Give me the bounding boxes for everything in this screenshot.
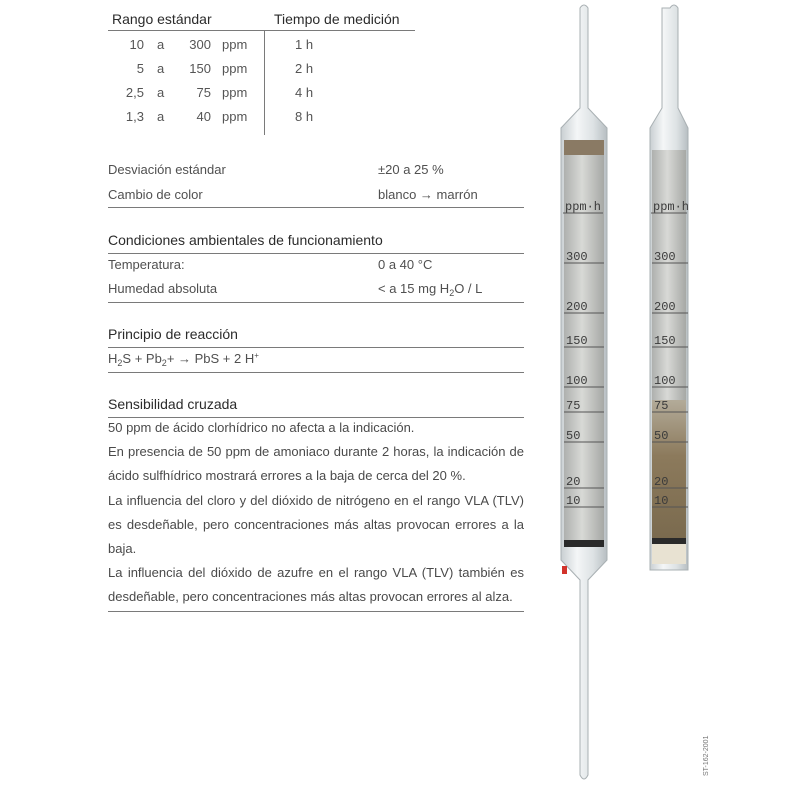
- tube-right-scale-label: 100: [654, 374, 676, 388]
- range-to: 40: [196, 109, 211, 124]
- range-from: 2,5: [125, 85, 144, 100]
- tube-left: [561, 5, 607, 779]
- specs-rule: [108, 207, 524, 208]
- tube-left-scale-label: 20: [566, 475, 581, 489]
- range-time: 2 h: [295, 61, 314, 76]
- tube-left-scale-label: 100: [566, 374, 588, 388]
- range-from: 10: [129, 37, 144, 52]
- range-from: 1,3: [125, 109, 144, 124]
- tube-right-scale-label: 200: [654, 300, 676, 314]
- conditions-rule: [108, 302, 524, 303]
- reaction-equation: $H_2S + Pb_2+$ → PbS + 2 H+: [108, 351, 259, 368]
- range-sep: a: [157, 85, 165, 100]
- conditions-title-rule: [108, 253, 524, 254]
- image-code: [697, 726, 713, 776]
- temperature-label: Temperatura:: [108, 257, 185, 272]
- humidity-value: < a 15 mg $H_2O$ / L: [378, 281, 483, 298]
- cross-rule: [108, 611, 524, 612]
- tube-left-scale-label: 300: [566, 250, 588, 264]
- tube-left-scale-label: 10: [566, 494, 581, 508]
- spec-label-deviation: Desviación estándar: [108, 162, 226, 177]
- tube-right-unit-label: ppm·h: [653, 200, 690, 214]
- spec-value-color: blanco → marrón: [378, 187, 478, 202]
- cross-paragraph: En presencia de 50 ppm de amoniaco durante 2 horas, la indicación de ácido sulfhídrico mostrará errores a la baja de cerca del 20 %.: [108, 444, 524, 484]
- cross-paragraph: La influencia del dióxido de azufre en el rango VLA (TLV) también es desdeñable, pero concentraciones más altas provocan errores al alza.: [108, 565, 524, 605]
- table-header-rule: [108, 30, 415, 31]
- cross-paragraph: 50 ppm de ácido clorhídrico no afecta a la indicación.: [108, 420, 415, 435]
- range-sep: a: [157, 37, 165, 52]
- detector-tubes-image: [540, 0, 690, 800]
- reaction-title: Principio de reacción: [108, 326, 238, 342]
- tube-left-scale-label: 200: [566, 300, 588, 314]
- spec-value-deviation: ±20 a 25 %: [378, 162, 444, 177]
- time-header: Tiempo de medición: [274, 11, 400, 27]
- range-unit: ppm: [222, 61, 248, 76]
- spec-label-color: Cambio de color: [108, 187, 203, 202]
- tube-right-scale-label: 10: [654, 494, 669, 508]
- tube-right-scale-label: 75: [654, 399, 669, 413]
- svg-text:ST-162-2001: ST-162-2001: [703, 735, 710, 776]
- range-time: 8 h: [295, 109, 314, 124]
- humidity-label: Humedad absoluta: [108, 281, 218, 296]
- range-to: 300: [189, 37, 211, 52]
- range-unit: ppm: [222, 109, 248, 124]
- range-sep: a: [157, 109, 165, 124]
- range-to: 150: [189, 61, 211, 76]
- tube-right-scale-label: 20: [654, 475, 669, 489]
- tube-left-unit-label: ppm·h: [565, 200, 602, 214]
- tube-left-scale-label: 75: [566, 399, 581, 413]
- range-sep: a: [157, 61, 165, 76]
- range-to: 75: [196, 85, 211, 100]
- range-time: 1 h: [295, 37, 314, 52]
- range-from: 5: [136, 61, 144, 76]
- range-unit: ppm: [222, 85, 248, 100]
- temperature-value: 0 a 40 °C: [378, 257, 433, 272]
- cross-paragraph: La influencia del cloro y del dióxido de nitrógeno en el rango VLA (TLV) es desdeñable, pero concentraciones más altas provocan errores a la baja.: [108, 492, 524, 557]
- tube-right-scale-label: 50: [654, 429, 669, 443]
- range-header: Rango estándar: [112, 11, 212, 27]
- cross-title: Sensibilidad cruzada: [108, 396, 238, 412]
- cross-text: [108, 416, 524, 610]
- tube-left-scale-label: 50: [566, 429, 581, 443]
- range-unit: ppm: [222, 37, 248, 52]
- tube-right-scale-label: 300: [654, 250, 676, 264]
- reaction-rule: [108, 372, 524, 373]
- conditions-title: Condiciones ambientales de funcionamiento: [108, 232, 383, 248]
- range-time: 4 h: [295, 85, 314, 100]
- tube-left-scale-label: 150: [566, 334, 588, 348]
- reaction-title-rule: [108, 347, 524, 348]
- tube-right-scale-label: 150: [654, 334, 676, 348]
